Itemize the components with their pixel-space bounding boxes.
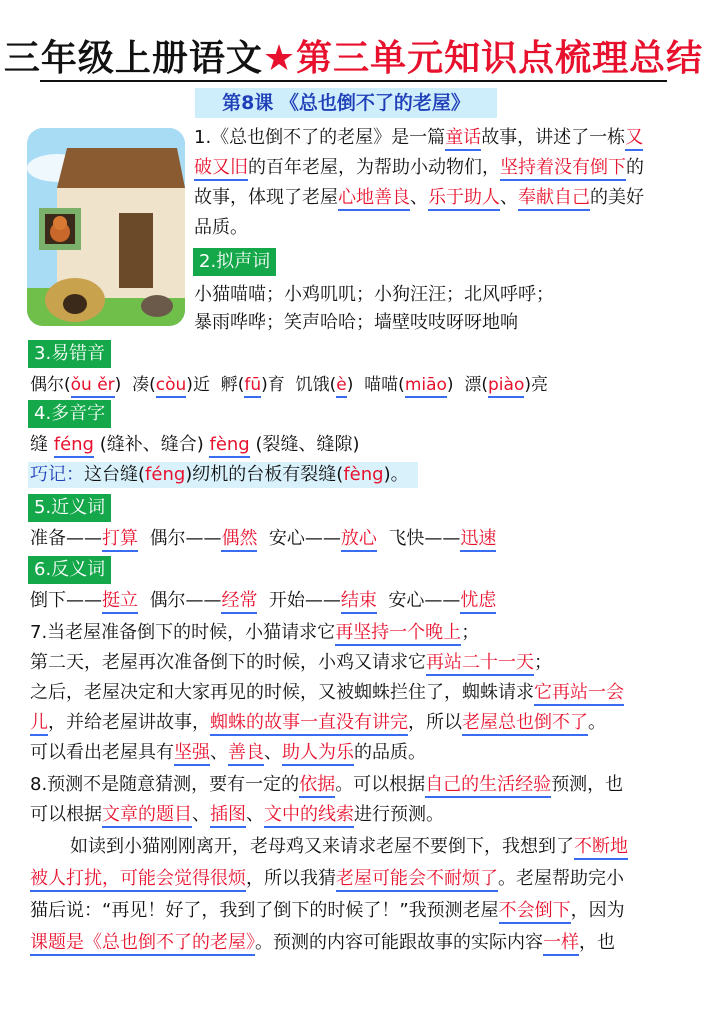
s8-line-3: 如读到小猫刚刚离开，老母鸡又来请求老屋不要倒下，我想到了不断地: [70, 834, 628, 860]
s8-line-4: 被人打扰，可能会觉得很烦，所以我猜老屋可能会不耐烦了。老屋帮助完小: [30, 866, 624, 892]
house-squirrel-hedgehog-icon: [27, 128, 185, 326]
s7-line-3: 之后，老屋决定和大家再见的时候，又被蜘蛛拦住了，蜘蛛请求它再站一会: [30, 680, 624, 706]
s7-line-5: 可以看出老屋具有坚强、善良、助人为乐的品质。: [30, 740, 426, 766]
title-part1: 三年级上册语文: [3, 38, 263, 79]
s8-line-1: 8.预测不是随意猜测，要有一定的依据。可以根据自己的生活经验预测，也: [30, 772, 623, 798]
lesson-banner: 第8课 《总也倒不了的老屋》: [195, 88, 497, 118]
s7-line-2: 第二天，老屋再次准备倒下的时候，小鸡又请求它再站二十一天；: [30, 650, 552, 676]
section-tag-polyphone: 4.多音字: [28, 400, 111, 428]
p1-line-2: 破又旧的百年老屋，为帮助小动物们，坚持着没有倒下的: [194, 155, 644, 181]
section-tag-pronunciation: 3.易错音: [28, 340, 111, 368]
p1-line-3: 故事，体现了老屋心地善良、乐于助人、奉献自己的美好: [194, 185, 644, 211]
old-house-illustration: [27, 128, 185, 326]
star-icon: ★: [262, 38, 297, 79]
title-underline: [40, 80, 667, 82]
antonyms-line: 倒下——挺立 偶尔——经常 开始——结束 安心——忧虑: [30, 588, 496, 614]
p1-line-1: 1.《总也倒不了的老屋》是一篇童话故事，讲述了一栋又: [194, 125, 643, 151]
section-tag-antonyms: 6.反义词: [28, 556, 111, 584]
p1-line-4: 品质。: [194, 217, 248, 238]
page-title: [0, 30, 707, 81]
s8-line-2: 可以根据文章的题目、插图、文中的线索进行预测。: [30, 802, 444, 828]
title-part2: 第三单元知识点梳理总结: [296, 38, 704, 79]
polyphone-line: 缝 féng (缝补、缝合) fèng (裂缝、缝隙): [30, 432, 360, 458]
synonyms-line: 准备——打算 偶尔——偶然 安心——放心 飞快——迅速: [30, 526, 496, 552]
section-tag-synonyms: 5.近义词: [28, 494, 111, 522]
onomatopoeia-line-1: 小猫喵喵；小鸡叽叽；小狗汪汪；北风呼呼；: [194, 284, 554, 305]
s8-line-6: 课题是《总也倒不了的老屋》。预测的内容可能跟故事的实际内容一样，也: [30, 930, 615, 956]
pronunciation-line: 偶尔(ǒu ěr) 凑(còu)近 孵(fū)育 饥饿(è) 喵喵(miāo) 漂(piào)亮: [30, 372, 548, 398]
s8-line-5: 猫后说：“再见！好了，我到了倒下的时候了！”我预测老屋不会倒下，因为: [30, 898, 625, 924]
section-tag-onomatopoeia: 2.拟声词: [193, 248, 276, 276]
s7-line-1: 7.当老屋准备倒下的时候，小猫请求它再坚持一个晚上；: [30, 620, 479, 646]
s7-line-4: 儿，并给老屋讲故事，蜘蛛的故事一直没有讲完，所以老屋总也倒不了。: [30, 710, 606, 736]
onomatopoeia-line-2: 暴雨哗哗；笑声哈哈；墙壁吱吱呀呀地响: [194, 312, 518, 333]
mnemonic-line: 巧记：这台缝(féng)纫机的台板有裂缝(fèng)。: [30, 464, 409, 485]
